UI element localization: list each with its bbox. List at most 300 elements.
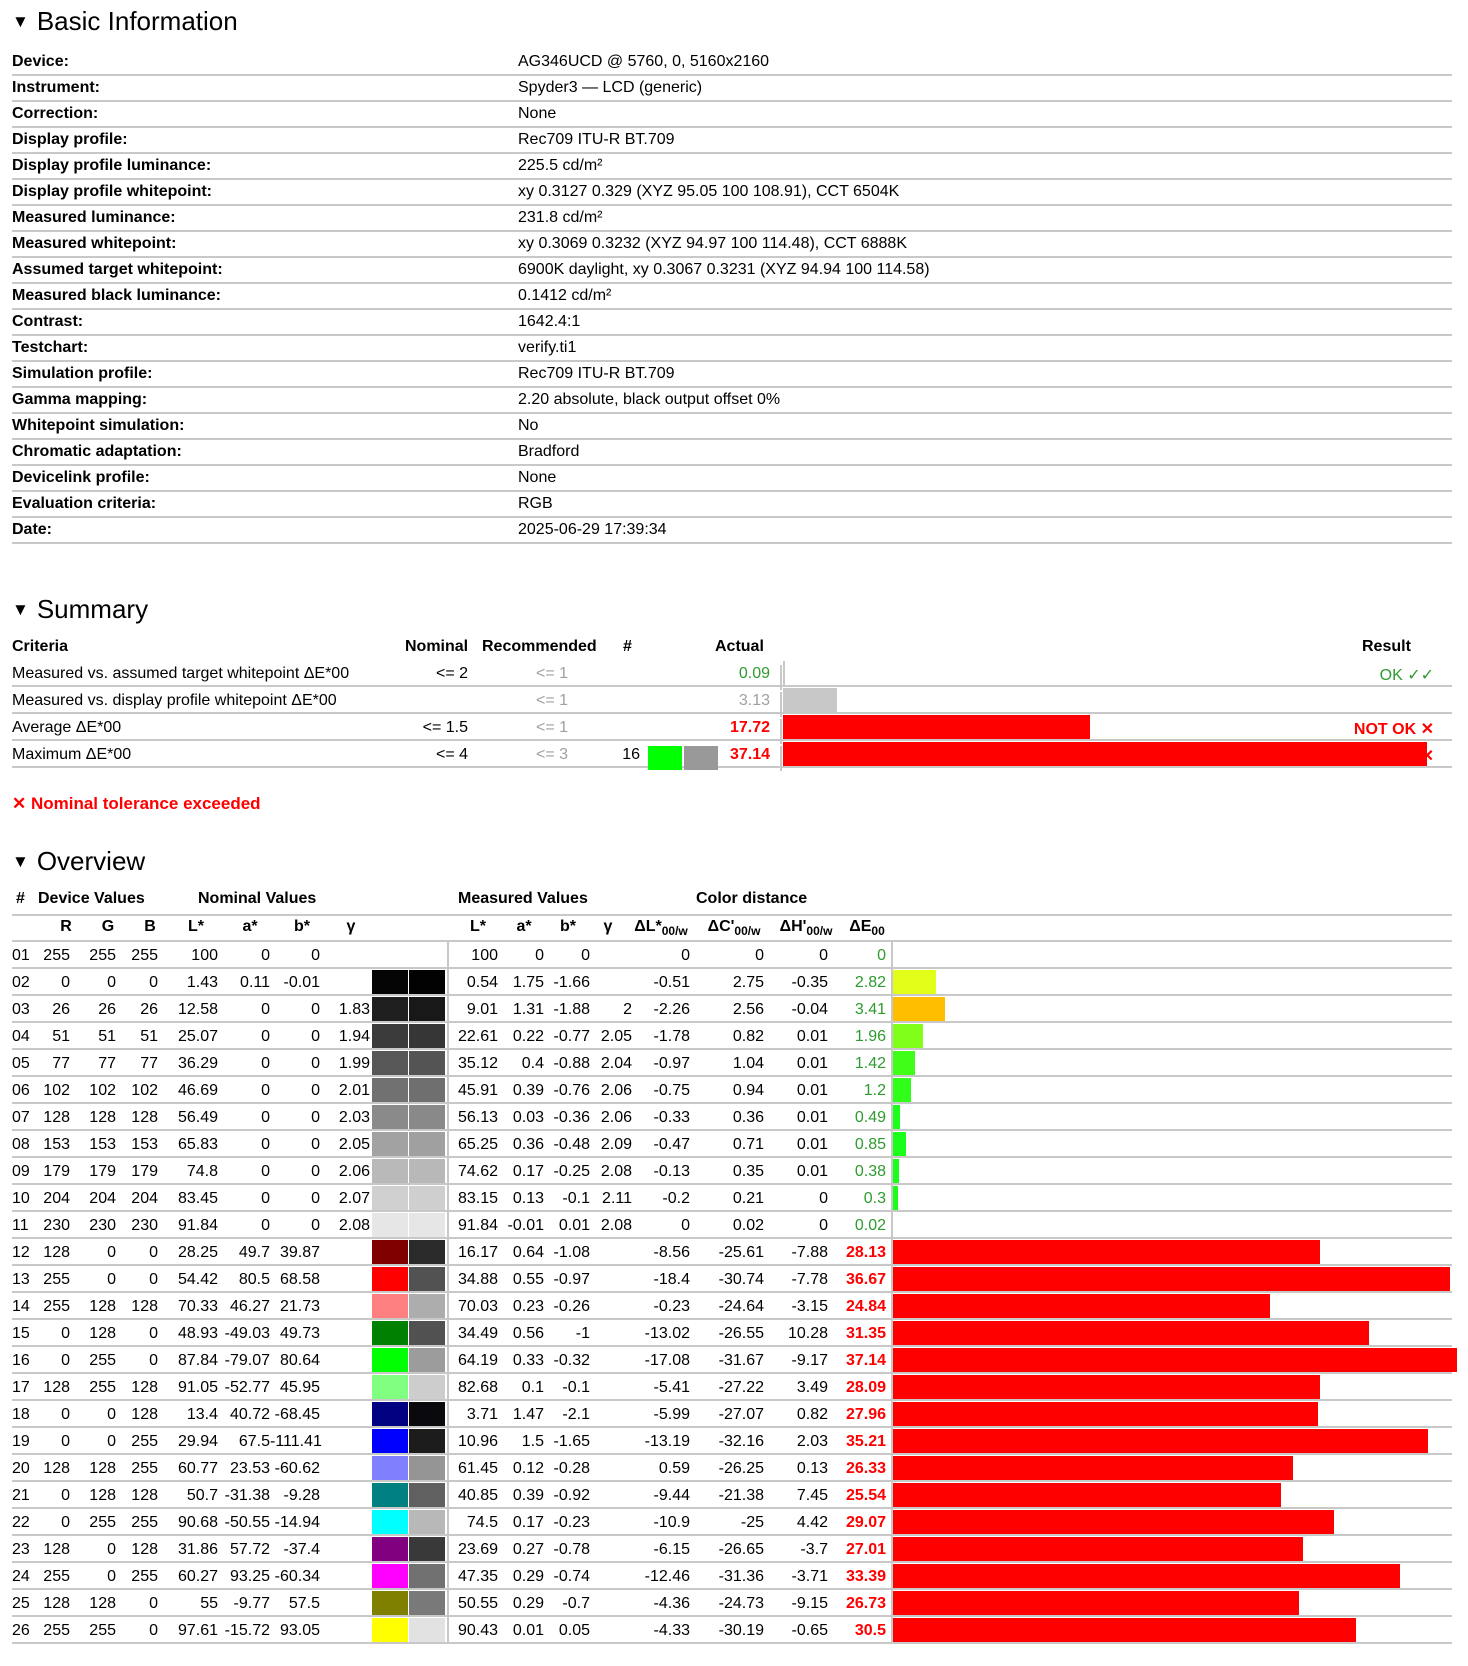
column-header-text: ΔE <box>849 918 872 935</box>
nominal-color-swatch <box>372 1321 408 1345</box>
nominal-a: 93.25 <box>229 1568 270 1585</box>
header-nominal-values: Nominal Values <box>198 890 317 907</box>
info-label: Chromatic adaptation: <box>12 443 182 460</box>
table-row <box>12 1374 1452 1401</box>
delta-e: 26.33 <box>845 1460 886 1477</box>
delta-l: -4.36 <box>653 1595 690 1612</box>
device-g: 230 <box>89 1217 116 1234</box>
device-g: 0 <box>107 1541 116 1558</box>
column-header-text: b* <box>294 918 310 935</box>
device-b: 255 <box>131 947 158 964</box>
device-g: 26 <box>98 1001 116 1018</box>
device-g: 51 <box>98 1028 116 1045</box>
column-header-text: γ <box>346 918 356 935</box>
nominal-l: 1.43 <box>186 974 218 991</box>
measured-l: 64.19 <box>457 1352 498 1369</box>
header-color-distance: Color distance <box>696 890 808 907</box>
nominal-a: 46.27 <box>229 1298 270 1315</box>
delta-l: -0.47 <box>653 1136 690 1153</box>
column-header-text: a* <box>242 918 258 935</box>
info-value: AG346UCD @ 5760, 0, 5160x2160 <box>518 53 770 70</box>
table-row <box>12 1428 1452 1455</box>
measured-a: 0.33 <box>512 1352 544 1369</box>
row-number: 09 <box>12 1163 30 1180</box>
nominal-b: 39.87 <box>279 1244 320 1261</box>
table-row <box>12 969 1452 996</box>
delta-c: 2.56 <box>732 1001 764 1018</box>
device-g: 128 <box>89 1298 116 1315</box>
measured-l: 16.17 <box>457 1244 498 1261</box>
nominal-l: 48.93 <box>177 1325 218 1342</box>
section-summary[interactable] <box>12 594 148 625</box>
nominal-a: 40.72 <box>229 1406 270 1423</box>
column-header-a-star <box>226 918 274 936</box>
device-g: 128 <box>89 1595 116 1612</box>
measured-b: -0.97 <box>553 1271 590 1288</box>
device-b: 102 <box>131 1082 158 1099</box>
measured-a: 0.03 <box>512 1109 544 1126</box>
measured-gamma: 2.06 <box>600 1109 632 1126</box>
info-label: Measured whitepoint: <box>12 235 177 252</box>
delta-e: 27.96 <box>845 1406 886 1423</box>
nominal-a: 80.5 <box>238 1271 270 1288</box>
nominal-b: -9.28 <box>283 1487 320 1504</box>
table-row <box>12 1455 1452 1482</box>
device-r: 102 <box>43 1082 70 1099</box>
measured-a: 0.64 <box>512 1244 544 1261</box>
delta-e-bar <box>893 1429 1428 1453</box>
header-actual: Actual <box>715 638 764 655</box>
device-g: 128 <box>89 1487 116 1504</box>
delta-h: -9.15 <box>791 1595 828 1612</box>
measured-b: -1.88 <box>553 1001 590 1018</box>
device-g: 0 <box>107 1244 116 1261</box>
nominal-color-swatch <box>372 1024 408 1048</box>
delta-e: 0.3 <box>863 1190 886 1207</box>
measured-l: 70.03 <box>457 1298 498 1315</box>
measured-color-swatch <box>409 1618 445 1642</box>
delta-e: 24.84 <box>845 1298 886 1315</box>
device-g: 0 <box>107 1406 116 1423</box>
swatch-divider <box>447 1482 449 1507</box>
column-header-b-star <box>546 918 590 936</box>
nominal-l: 29.94 <box>177 1433 218 1450</box>
summary-actual: 0.09 <box>738 665 770 682</box>
row-number: 02 <box>12 974 30 991</box>
delta-h: 0.01 <box>796 1028 828 1045</box>
row-number: 10 <box>12 1190 30 1207</box>
delta-h: -7.78 <box>791 1271 828 1288</box>
header-result: Result <box>1362 638 1411 655</box>
delta-h: 7.45 <box>796 1487 828 1504</box>
delta-e-bar <box>893 1240 1320 1264</box>
delta-c: 0.36 <box>732 1109 764 1126</box>
delta-c: 0.94 <box>732 1082 764 1099</box>
section-overview[interactable] <box>12 846 145 877</box>
nominal-a: -31.38 <box>224 1487 270 1504</box>
row-number: 08 <box>12 1136 30 1153</box>
nominal-color-swatch <box>372 997 408 1021</box>
device-g: 255 <box>89 1352 116 1369</box>
nominal-gamma: 1.83 <box>338 1001 370 1018</box>
nominal-l: 97.61 <box>177 1622 218 1639</box>
row-number: 13 <box>12 1271 30 1288</box>
measured-color-swatch <box>409 1537 445 1561</box>
table-row <box>12 942 1452 969</box>
measured-a: 0.23 <box>512 1298 544 1315</box>
device-g: 179 <box>89 1163 116 1180</box>
nominal-color-swatch <box>372 1375 408 1399</box>
device-r: 26 <box>52 1001 70 1018</box>
column-header-delta-c <box>698 918 770 938</box>
nominal-color-swatch <box>648 746 682 770</box>
basic-info-table <box>12 50 1452 544</box>
row-number: 21 <box>12 1487 30 1504</box>
info-label: Measured luminance: <box>12 209 176 226</box>
nominal-a: 0 <box>261 947 270 964</box>
bar-axis <box>780 746 782 771</box>
delta-h: 4.42 <box>796 1514 828 1531</box>
swatch-divider <box>447 969 449 994</box>
nominal-a: 0 <box>261 1001 270 1018</box>
nominal-l: 12.58 <box>177 1001 218 1018</box>
nominal-b: -111.41 <box>270 1433 322 1450</box>
nominal-color-swatch <box>372 1510 408 1534</box>
delta-e-bar <box>893 1348 1457 1372</box>
row-number: 17 <box>12 1379 30 1396</box>
info-label: Assumed target whitepoint: <box>12 261 223 278</box>
measured-b: -0.23 <box>553 1514 590 1531</box>
delta-e-bar <box>893 1321 1369 1345</box>
device-r: 255 <box>43 1298 70 1315</box>
info-row <box>12 440 1452 466</box>
nominal-a: 0 <box>261 1217 270 1234</box>
info-row <box>12 102 1452 128</box>
nominal-l: 91.05 <box>177 1379 218 1396</box>
device-b: 255 <box>131 1514 158 1531</box>
nominal-l: 87.84 <box>177 1352 218 1369</box>
delta-e: 0 <box>877 947 886 964</box>
delta-c: -27.07 <box>718 1406 764 1423</box>
delta-e: 33.39 <box>845 1568 886 1585</box>
summary-row <box>12 687 1452 714</box>
info-label: Gamma mapping: <box>12 391 148 408</box>
nominal-a: -15.72 <box>224 1622 270 1639</box>
device-g: 102 <box>89 1082 116 1099</box>
delta-e-bar <box>893 1051 915 1075</box>
device-r: 51 <box>52 1028 70 1045</box>
nominal-gamma: 2.08 <box>338 1217 370 1234</box>
row-number: 24 <box>12 1568 30 1585</box>
delta-h: -3.7 <box>800 1541 828 1558</box>
measured-l: 74.5 <box>466 1514 498 1531</box>
swatch-divider <box>447 1455 449 1480</box>
table-row <box>12 1401 1452 1428</box>
delta-e-bar <box>893 1375 1320 1399</box>
row-number: 14 <box>12 1298 30 1315</box>
column-header-text: B <box>144 918 156 935</box>
info-label: Testchart: <box>12 339 89 356</box>
delta-h: -0.04 <box>791 1001 828 1018</box>
measured-gamma: 2.05 <box>600 1028 632 1045</box>
bar-axis <box>891 942 893 967</box>
collapse-triangle-icon[interactable]: ▼ <box>12 851 29 871</box>
nominal-b: -60.62 <box>274 1460 320 1477</box>
row-number: 23 <box>12 1541 30 1558</box>
measured-l: 9.01 <box>466 1001 498 1018</box>
measured-a: 0 <box>535 947 544 964</box>
swatch-divider <box>447 1212 449 1237</box>
info-row <box>12 466 1452 492</box>
measured-gamma: 2.08 <box>600 1163 632 1180</box>
measured-l: 35.12 <box>457 1055 498 1072</box>
delta-l: -4.33 <box>653 1622 690 1639</box>
row-number: 16 <box>12 1352 30 1369</box>
nominal-l: 31.86 <box>177 1541 218 1558</box>
device-b: 255 <box>131 1460 158 1477</box>
header-measured-values: Measured Values <box>458 890 588 907</box>
table-row <box>12 1590 1452 1617</box>
nominal-a: 0 <box>261 1136 270 1153</box>
measured-a: 0.17 <box>512 1163 544 1180</box>
device-r: 0 <box>61 1325 70 1342</box>
column-header-text: ΔH' <box>779 918 807 935</box>
measured-a: 1.31 <box>512 1001 544 1018</box>
nominal-color-swatch <box>372 1159 408 1183</box>
measured-a: 1.5 <box>521 1433 544 1450</box>
header-divider <box>12 914 1452 916</box>
delta-c: 2.75 <box>732 974 764 991</box>
summary-nominal: <= 2 <box>435 665 468 682</box>
measured-a: 0.39 <box>512 1082 544 1099</box>
column-header-subscript: 00/w <box>661 924 688 939</box>
device-g: 255 <box>89 1379 116 1396</box>
info-label: Display profile luminance: <box>12 157 212 174</box>
swatch-divider <box>447 942 449 967</box>
device-b: 77 <box>140 1055 158 1072</box>
measured-color-swatch <box>409 997 445 1021</box>
nominal-b: 80.64 <box>279 1352 320 1369</box>
delta-h: -0.35 <box>791 974 828 991</box>
swatch-divider <box>447 1077 449 1102</box>
device-g: 0 <box>107 1271 116 1288</box>
delta-c: -31.67 <box>718 1352 764 1369</box>
delta-h: 0 <box>819 1217 828 1234</box>
swatch-divider <box>447 1617 449 1642</box>
header-nominal: Nominal <box>405 638 469 655</box>
measured-a: 0.4 <box>521 1055 544 1072</box>
nominal-l: 83.45 <box>177 1190 218 1207</box>
info-row <box>12 76 1452 102</box>
delta-h: 0.01 <box>796 1136 828 1153</box>
delta-e-bar <box>893 1456 1293 1480</box>
collapse-triangle-icon[interactable]: ▼ <box>12 599 29 619</box>
device-r: 128 <box>43 1460 70 1477</box>
nominal-a: -50.55 <box>224 1514 270 1531</box>
measured-color-swatch <box>409 1510 445 1534</box>
header-recommended: Recommended <box>482 638 597 655</box>
measured-color-swatch <box>409 1132 445 1156</box>
swatch-divider <box>447 1131 449 1156</box>
info-value: Spyder3 — LCD (generic) <box>518 79 703 96</box>
measured-color-swatch <box>409 1456 445 1480</box>
device-r: 153 <box>43 1136 70 1153</box>
delta-e-bar <box>893 970 936 994</box>
tolerance-warning: ✕ Nominal tolerance exceeded <box>12 794 261 813</box>
summary-recommended: <= 1 <box>535 665 568 682</box>
delta-c: -30.19 <box>718 1622 764 1639</box>
delta-l: -6.15 <box>653 1541 690 1558</box>
device-r: 128 <box>43 1595 70 1612</box>
device-b: 179 <box>131 1163 158 1180</box>
info-value: 231.8 cd/m² <box>518 209 603 226</box>
measured-gamma: 2.11 <box>602 1190 632 1207</box>
delta-h: -3.71 <box>791 1568 828 1585</box>
section-title: Basic Information <box>36 6 238 36</box>
row-number: 22 <box>12 1514 30 1531</box>
measured-gamma: 2 <box>623 1001 632 1018</box>
info-value: No <box>518 417 539 434</box>
nominal-b: 0 <box>311 1082 320 1099</box>
info-row <box>12 258 1452 284</box>
measured-color-swatch <box>409 943 445 967</box>
nominal-b: 0 <box>311 1109 320 1126</box>
nominal-l: 60.77 <box>177 1460 218 1477</box>
delta-e-bar <box>893 1591 1299 1615</box>
summary-nominal: <= 1.5 <box>422 719 468 736</box>
summary-row <box>12 741 1452 768</box>
summary-delta-bar <box>783 661 785 685</box>
delta-l: -13.19 <box>644 1433 690 1450</box>
info-value: xy 0.3069 0.3232 (XYZ 94.97 100 114.48), CCT 6888K <box>518 235 907 252</box>
row-number: 15 <box>12 1325 30 1342</box>
delta-h: 3.49 <box>796 1379 828 1396</box>
measured-gamma: 2.09 <box>600 1136 632 1153</box>
measured-a: 0.29 <box>512 1595 544 1612</box>
device-g: 0 <box>107 1568 116 1585</box>
measured-color-swatch <box>409 1429 445 1453</box>
delta-c: 0.35 <box>732 1163 764 1180</box>
delta-e-bar <box>893 1510 1334 1534</box>
summary-nominal: <= 4 <box>435 746 468 763</box>
summary-row <box>12 660 1452 687</box>
info-label: Date: <box>12 521 53 538</box>
nominal-gamma: 1.94 <box>338 1028 370 1045</box>
measured-b: -1.08 <box>553 1244 590 1261</box>
nominal-b: -37.4 <box>283 1541 320 1558</box>
delta-e: 28.13 <box>845 1244 886 1261</box>
nominal-color-swatch <box>372 1537 408 1561</box>
info-row <box>12 414 1452 440</box>
info-row <box>12 362 1452 388</box>
nominal-l: 28.25 <box>177 1244 218 1261</box>
column-header-text: L* <box>188 918 204 935</box>
section-basic-information[interactable] <box>12 6 238 37</box>
header-device-values: Device Values <box>38 890 145 907</box>
info-label: Correction: <box>12 105 99 122</box>
delta-e: 30.5 <box>854 1622 886 1639</box>
delta-h: 0.01 <box>796 1055 828 1072</box>
device-r: 255 <box>43 947 70 964</box>
info-label: Evaluation criteria: <box>12 495 157 512</box>
column-header-text: ΔC' <box>707 918 735 935</box>
nominal-color-swatch <box>372 943 408 967</box>
device-b: 153 <box>131 1136 158 1153</box>
summary-delta-bar <box>783 715 1090 739</box>
measured-color-swatch <box>409 1294 445 1318</box>
swatch-divider <box>447 1050 449 1075</box>
delta-h: 0.01 <box>796 1082 828 1099</box>
measured-l: 74.62 <box>457 1163 498 1180</box>
info-label: Contrast: <box>12 313 84 330</box>
column-header-text: ΔL* <box>634 918 662 935</box>
delta-l: -18.4 <box>653 1271 690 1288</box>
nominal-l: 56.49 <box>177 1109 218 1126</box>
device-g: 204 <box>89 1190 116 1207</box>
measured-b: -0.74 <box>553 1568 590 1585</box>
nominal-l: 54.42 <box>177 1271 218 1288</box>
delta-l: 0 <box>681 1217 690 1234</box>
delta-e-bar <box>893 1267 1450 1291</box>
nominal-l: 50.7 <box>186 1487 218 1504</box>
nominal-color-swatch <box>372 1051 408 1075</box>
summary-criteria: Maximum ΔE*00 <box>12 746 132 763</box>
device-b: 128 <box>131 1298 158 1315</box>
device-b: 204 <box>131 1190 158 1207</box>
delta-l: -0.75 <box>653 1082 690 1099</box>
collapse-triangle-icon[interactable]: ▼ <box>12 11 29 31</box>
delta-e-bar <box>893 997 945 1021</box>
nominal-color-swatch <box>372 1078 408 1102</box>
table-row <box>12 1158 1452 1185</box>
info-row <box>12 388 1452 414</box>
table-row <box>12 1536 1452 1563</box>
nominal-l: 46.69 <box>177 1082 218 1099</box>
device-r: 128 <box>43 1541 70 1558</box>
delta-e-bar <box>893 1078 911 1102</box>
column-header-text: R <box>60 918 72 935</box>
info-label: Simulation profile: <box>12 365 153 382</box>
nominal-l: 90.68 <box>177 1514 218 1531</box>
column-header-gamma <box>332 918 370 936</box>
column-header-text: L* <box>470 918 486 935</box>
nominal-a: 23.53 <box>229 1460 270 1477</box>
delta-c: -24.64 <box>718 1298 764 1315</box>
measured-b: 0.01 <box>558 1217 590 1234</box>
info-label: Instrument: <box>12 79 100 96</box>
table-row <box>12 1482 1452 1509</box>
nominal-color-swatch <box>372 1186 408 1210</box>
row-number: 04 <box>12 1028 30 1045</box>
measured-l: 65.25 <box>457 1136 498 1153</box>
device-b: 128 <box>131 1541 158 1558</box>
info-label: Display profile whitepoint: <box>12 183 213 200</box>
delta-l: -13.02 <box>644 1325 690 1342</box>
nominal-b: 0 <box>311 1190 320 1207</box>
row-number: 25 <box>12 1595 30 1612</box>
device-b: 255 <box>131 1568 158 1585</box>
nominal-a: 0 <box>261 1109 270 1126</box>
summary-result: NOT OK ✕ <box>1353 721 1434 738</box>
table-row <box>12 1104 1452 1131</box>
column-header-delta-l <box>624 918 698 938</box>
column-header-text: G <box>101 918 115 935</box>
delta-h: -3.15 <box>791 1298 828 1315</box>
delta-e: 35.21 <box>845 1433 886 1450</box>
device-r: 128 <box>43 1379 70 1396</box>
device-g: 255 <box>89 1622 116 1639</box>
info-label: Display profile: <box>12 131 128 148</box>
